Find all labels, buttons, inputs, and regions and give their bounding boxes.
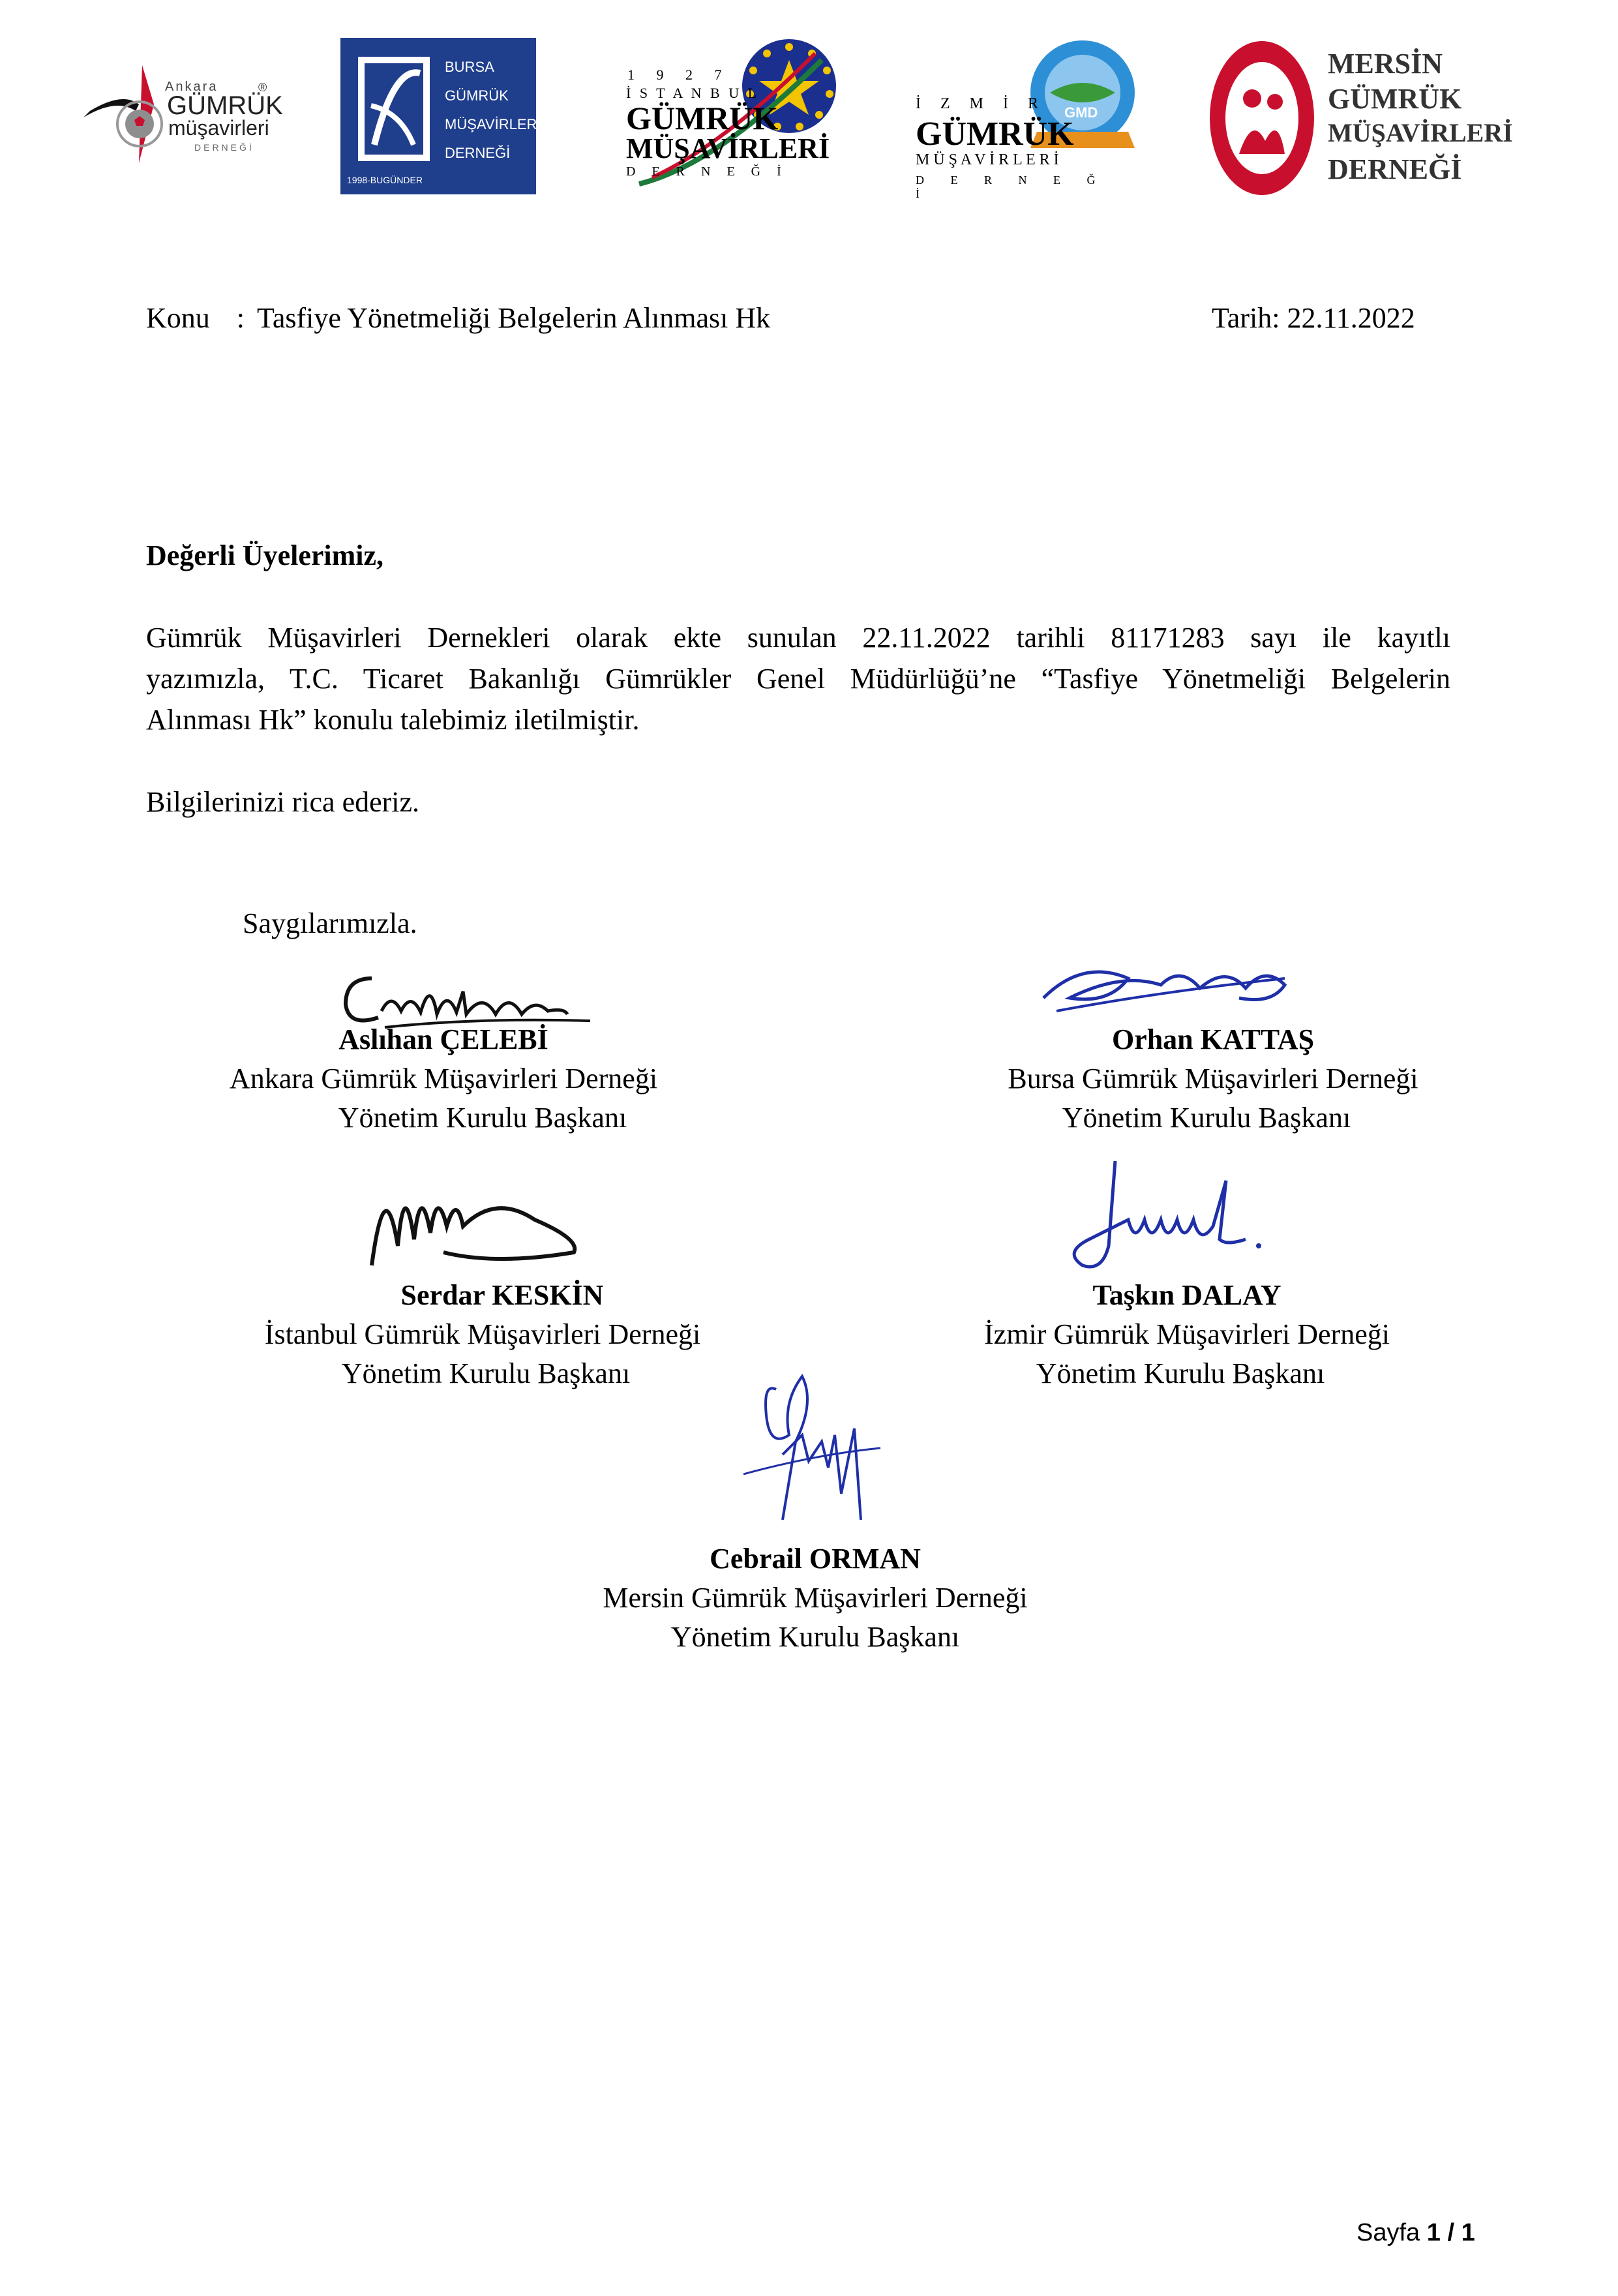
body-line-2: yazımızla, T.C. Ticaret Bakanlığı Gümrükler Genel Müdürlüğü’ne “Tasfiye Yönetmeliği Belgelerin [146, 663, 1450, 695]
date-value: 22.11.2022 [1287, 302, 1415, 334]
date-block [1212, 301, 1415, 335]
signatory-org: Mersin Gümrük Müşavirleri Derneği [603, 1582, 1028, 1614]
izmir-line1: GÜMRÜK [916, 115, 1074, 153]
signatory-name: Cebrail ORMAN [710, 1543, 921, 1575]
signatory-3 [209, 1276, 757, 1393]
page-total: 1 [1461, 2219, 1475, 2246]
ankara-main-word: GÜMRÜK [167, 91, 283, 120]
signatory-role: Yönetim Kurulu Başkanı [1036, 1357, 1325, 1389]
page-footer [1356, 2219, 1475, 2247]
regards-line: Saygılarımızla. [243, 907, 417, 939]
signatory-role: Yönetim Kurulu Başkanı [670, 1621, 960, 1653]
body-line-1: Gümrük Müşavirleri Dernekleri olarak ekte sunulan 22.11.2022 tarihli 81171283 sayı ile kayıtlı [146, 622, 1450, 654]
signature-orman [704, 1363, 926, 1533]
body-line-3: Alınması Hk” konulu talebimiz iletilmiştir. [146, 704, 640, 736]
istanbul-logo [626, 34, 848, 190]
page-label: Sayfa [1356, 2219, 1420, 2246]
izmir-badge: GMD [1064, 104, 1098, 121]
bursa-line1: BURSA [445, 59, 494, 75]
signatory-org: Ankara Gümrük Müşavirleri Derneği [229, 1063, 658, 1095]
istanbul-year: 1 9 2 7 [627, 67, 731, 83]
subject-label: Konu [146, 302, 210, 334]
istanbul-line1: GÜMRÜK [626, 100, 779, 136]
ankara-top-word: Ankara [165, 80, 218, 94]
mersin-line3: MÜŞAVİRLERİ [1328, 118, 1513, 147]
izmir-line3: D E R N E Ğ İ [916, 174, 1107, 200]
bursa-logo [340, 38, 541, 194]
bursa-line2: GÜMRÜK [445, 87, 509, 104]
signature-kattas [1030, 952, 1304, 1024]
body-paragraph [146, 617, 1450, 740]
signatory-name: Taşkın DALAY [1092, 1279, 1281, 1311]
signatory-org: Bursa Gümrük Müşavirleri Derneği [1008, 1063, 1418, 1095]
subject-text: Tasfiye Yönetmeliği Belgelerin Alınması Hk [257, 302, 771, 334]
signatory-4 [913, 1276, 1461, 1393]
istanbul-line3: D E R N E Ğ İ [626, 164, 788, 179]
signatory-1 [170, 1020, 717, 1138]
mersin-line2: GÜMRÜK [1328, 83, 1462, 115]
page-separator: / [1447, 2219, 1454, 2246]
signatory-5 [535, 1539, 1083, 1657]
ankara-bottom-word: DERNEĞİ [194, 142, 254, 153]
signature-keskin [365, 1155, 613, 1272]
subject-separator: : [236, 302, 245, 334]
date-label: Tarih: [1212, 302, 1280, 334]
mersin-logo [1206, 37, 1513, 200]
mersin-line4: DERNEĞİ [1328, 153, 1462, 185]
ankara-sub-word: müşavirleri [168, 116, 269, 140]
istanbul-line2: MÜŞAVİRLERİ [626, 132, 830, 164]
greeting: Değerli Üyelerimiz, [146, 539, 384, 571]
closing-line: Bilgilerinizi rica ederiz. [146, 786, 420, 818]
signatory-2 [939, 1020, 1487, 1138]
izmir-line2: M Ü Ş A V İ R L E R İ [916, 151, 1059, 168]
signatory-role: Yönetim Kurulu Başkanı [1062, 1102, 1351, 1134]
signatory-org: İzmir Gümrük Müşavirleri Derneği [984, 1318, 1390, 1350]
izmir-logo [913, 34, 1135, 200]
istanbul-city: İ S T A N B U L [626, 85, 760, 101]
bursa-line3: MÜŞAVİRLERİ [445, 116, 541, 132]
bursa-footer: 1998-BUGÜNDER [347, 175, 423, 185]
signatory-name: Orhan KATTAŞ [1111, 1023, 1315, 1055]
signatory-org: İstanbul Gümrük Müşavirleri Derneği [264, 1318, 701, 1350]
signatory-name: Aslıhan ÇELEBİ [338, 1023, 548, 1055]
ankara-logo [77, 52, 283, 170]
signature-dalay [1063, 1155, 1278, 1278]
registered-mark: ® [258, 81, 267, 94]
page-current: 1 [1426, 2219, 1441, 2246]
izmir-city: İ Z M İ R [916, 95, 1046, 112]
bursa-line4: DERNEĞİ [445, 145, 511, 161]
signatory-name: Serdar KESKİN [400, 1279, 604, 1311]
signatory-role: Yönetim Kurulu Başkanı [341, 1357, 631, 1389]
mersin-line1: MERSİN [1328, 48, 1443, 80]
signatory-role: Yönetim Kurulu Başkanı [338, 1102, 627, 1134]
